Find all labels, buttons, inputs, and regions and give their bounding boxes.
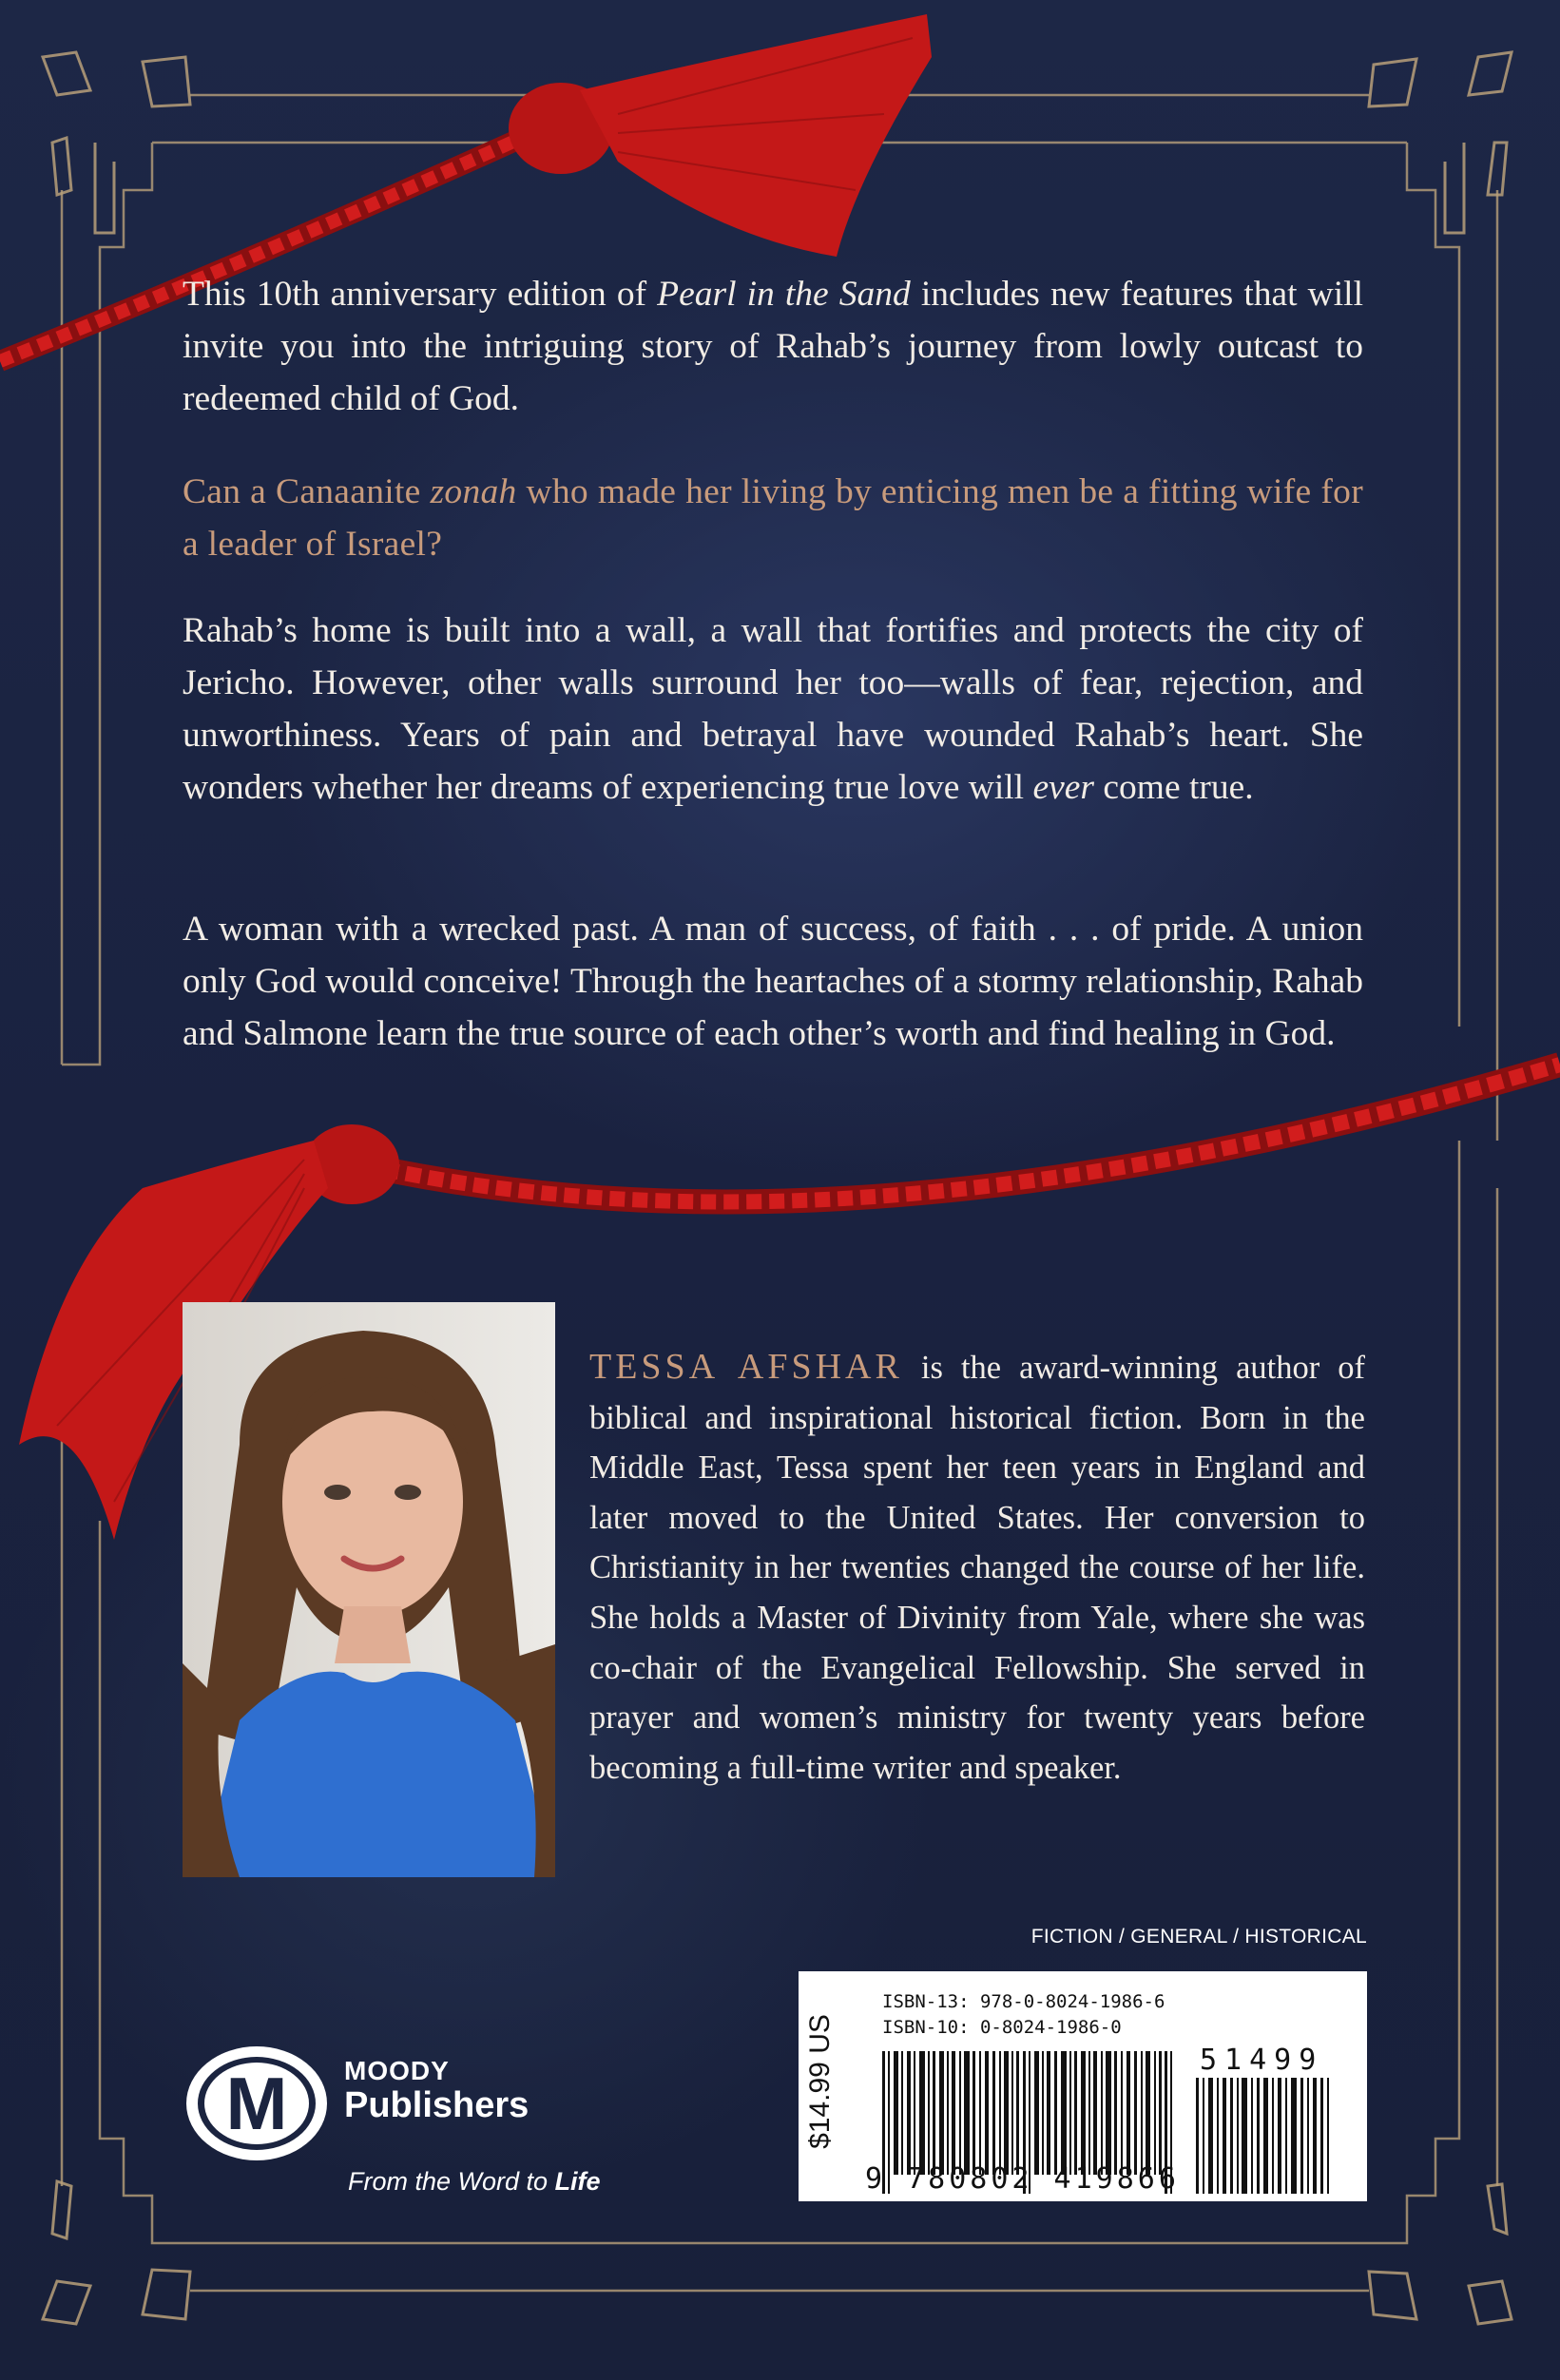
isbn-13: ISBN-13: 978-0-8024-1986-6 [882, 1991, 1165, 2012]
tagline-bold: Life [554, 2167, 601, 2196]
p1-before: This 10th anniversary edition of [183, 275, 658, 314]
category-label: FICTION / GENERAL / HISTORICAL [1030, 1926, 1367, 1948]
p3-after: come true. [1094, 768, 1254, 807]
publisher-line1: MOODY [344, 2056, 450, 2085]
description-paragraph-3 [183, 605, 1363, 814]
logo-letter: M [225, 2062, 288, 2145]
p4-text: A woman with a wrecked past. A man of success, of faith . . . of pride. A union only God would conceive! Through the heartaches of a stormy relationship, Rahab and Salmone learn the true source of each other’s worth and find healing in God. [183, 910, 1363, 1053]
description-paragraph-2 [183, 466, 1363, 570]
author-photo [183, 1302, 555, 1877]
publisher-line2: Publishers [344, 2085, 530, 2125]
book-title: Pearl in the Sand [657, 275, 911, 314]
p3-before: Rahab’s home is built into a wall, a wall that fortifies and protects the city of Jericho. However, other walls surround her too—walls of fear, rejection, and unworthiness. Years of pain and betrayal have wounded Rahab’s heart. She wonders whether her dreams of experiencing true love will [183, 611, 1363, 807]
supplement-digits: 51499 [1200, 2044, 1324, 2077]
isbn-10: ISBN-10: 0-8024-1986-0 [882, 2017, 1122, 2038]
description-paragraph-1 [183, 268, 1363, 425]
description-paragraph-4 [183, 903, 1363, 1060]
author-bio-text: is the award-winning author of biblical and inspirational historical fiction. Born in the Middle East, Tessa spent her teen years in England and later moved to the United States. Her conversion to Christianity in her twenties changed the course of her life. She holds a Master of Divinity from Yale, where she was co-chair of the Evangelical Fellowship. She served in prayer and women’s ministry for twenty years before becoming a full-time writer and speaker. [589, 1350, 1366, 1786]
p2-before: Can a Canaanite [183, 472, 431, 511]
author-bio [589, 1342, 1365, 1793]
moody-logo-icon [181, 2042, 333, 2165]
p1-after: includes new features that will invite you into the intriguing story of Rahab’s journey from lowly outcast to redeemed child of God. [183, 275, 1363, 418]
p2-term: zonah [430, 472, 517, 511]
price-text: $14.99 US [804, 2014, 836, 2149]
tagline-pre: From the Word to [348, 2167, 555, 2196]
publisher-name [344, 2057, 529, 2125]
ean-digits: 9 780802 419866 [865, 2162, 1180, 2196]
price-label [797, 1987, 844, 2177]
p2-after: who made her living by enticing men be a fitting wife for a leader of Israel? [183, 472, 1364, 564]
p3-emphasis: ever [1032, 768, 1095, 807]
author-name: TESSA AFSHAR [589, 1347, 903, 1387]
publisher-tagline [348, 2167, 601, 2197]
